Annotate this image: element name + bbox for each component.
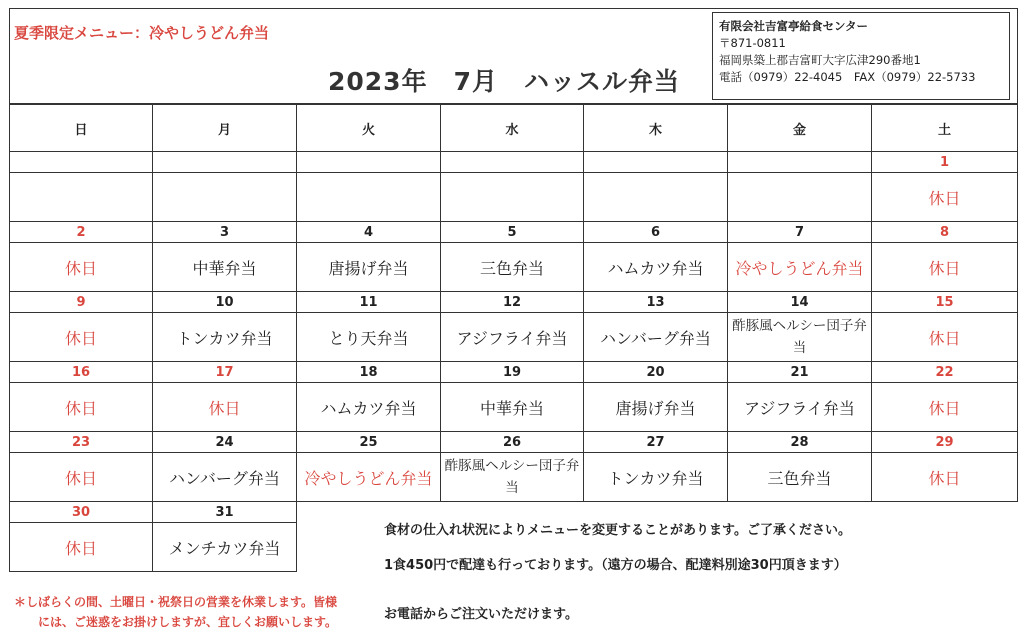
weekday-header: 土 xyxy=(872,105,1018,152)
menu-cell: ハンバーグ弁当 xyxy=(584,313,728,362)
date-cell: 22 xyxy=(872,362,1018,383)
date-cell xyxy=(10,152,153,173)
date-cell: 26 xyxy=(441,432,584,453)
company-name: 有限会社吉富亭給食センター xyxy=(719,19,869,33)
note-delivery: 1食450円で配達も行っております。（遠方の場合、配達料別途30円頂きます） xyxy=(384,558,847,573)
note-menu-change: 食材の仕入れ状況によりメニューを変更することがあります。ご了承ください。 xyxy=(384,523,851,538)
menu-cell: 休日 xyxy=(153,383,297,432)
menu-cell: ハムカツ弁当 xyxy=(297,383,441,432)
date-cell: 21 xyxy=(728,362,872,383)
menu-cell: 唐揚げ弁当 xyxy=(584,383,728,432)
date-cell: 16 xyxy=(10,362,153,383)
menu-row xyxy=(10,173,1018,222)
menu-row xyxy=(10,313,1018,362)
date-cell: 30 xyxy=(10,502,153,523)
weekday-header: 日 xyxy=(10,105,153,152)
date-cell xyxy=(872,502,1018,523)
date-cell: 14 xyxy=(728,292,872,313)
footnote-line: には、ご迷惑をお掛けしますが、宜しくお願いします。 xyxy=(38,615,338,629)
page-title: 2023年 7月 ハッスル弁当 xyxy=(328,67,680,96)
weekday-header: 月 xyxy=(153,105,297,152)
menu-cell: 三色弁当 xyxy=(728,453,872,502)
menu-cell: 休日 xyxy=(872,313,1018,362)
menu-cell: 休日 xyxy=(10,243,153,292)
menu-cell: 酢豚風ヘルシー団子弁当 xyxy=(728,313,872,362)
company-phone: 電話（0979）22-4045 FAX（0979）22-5733 xyxy=(719,70,976,84)
menu-cell xyxy=(153,173,297,222)
company-address: 福岡県築上郡吉富町大字広津290番地1 xyxy=(719,53,921,67)
menu-cell: 休日 xyxy=(10,383,153,432)
date-row xyxy=(10,222,1018,243)
date-row xyxy=(10,152,1018,173)
date-cell: 6 xyxy=(584,222,728,243)
date-cell: 13 xyxy=(584,292,728,313)
menu-cell: アジフライ弁当 xyxy=(441,313,584,362)
date-row xyxy=(10,432,1018,453)
menu-cell xyxy=(728,173,872,222)
menu-cell: 三色弁当 xyxy=(441,243,584,292)
menu-cell: 休日 xyxy=(10,313,153,362)
menu-cell: 酢豚風ヘルシー団子弁当 xyxy=(441,453,584,502)
date-cell: 4 xyxy=(297,222,441,243)
menu-cell: とり天弁当 xyxy=(297,313,441,362)
date-cell: 10 xyxy=(153,292,297,313)
menu-calendar xyxy=(9,104,1018,572)
menu-cell: 唐揚げ弁当 xyxy=(297,243,441,292)
date-cell: 11 xyxy=(297,292,441,313)
date-cell: 3 xyxy=(153,222,297,243)
menu-cell: 休日 xyxy=(10,523,153,572)
date-row xyxy=(10,292,1018,313)
summer-promo: 夏季限定メニュー：冷やしうどん弁当 xyxy=(14,24,270,42)
date-cell: 31 xyxy=(153,502,297,523)
date-cell xyxy=(153,152,297,173)
date-cell xyxy=(441,152,584,173)
date-cell: 20 xyxy=(584,362,728,383)
date-cell: 8 xyxy=(872,222,1018,243)
company-postal: 〒871-0811 xyxy=(719,36,786,50)
date-cell: 9 xyxy=(10,292,153,313)
menu-cell: 冷やしうどん弁当 xyxy=(728,243,872,292)
closure-footnote xyxy=(14,592,337,632)
menu-cell: 中華弁当 xyxy=(441,383,584,432)
date-cell xyxy=(584,152,728,173)
note-phone-order: お電話からご注文いただけます。 xyxy=(384,607,578,622)
weekday-header: 火 xyxy=(297,105,441,152)
menu-cell: 休日 xyxy=(10,453,153,502)
menu-cell: 休日 xyxy=(872,383,1018,432)
date-cell: 29 xyxy=(872,432,1018,453)
date-cell xyxy=(728,152,872,173)
menu-row xyxy=(10,243,1018,292)
menu-row xyxy=(10,453,1018,502)
weekday-header: 木 xyxy=(584,105,728,152)
menu-cell: 休日 xyxy=(872,173,1018,222)
menu-cell xyxy=(10,173,153,222)
date-cell: 1 xyxy=(872,152,1018,173)
menu-cell: 休日 xyxy=(872,453,1018,502)
date-cell: 15 xyxy=(872,292,1018,313)
date-cell: 25 xyxy=(297,432,441,453)
menu-cell: ハンバーグ弁当 xyxy=(153,453,297,502)
date-cell: 19 xyxy=(441,362,584,383)
date-cell: 24 xyxy=(153,432,297,453)
menu-cell xyxy=(441,173,584,222)
date-cell: 18 xyxy=(297,362,441,383)
date-cell: 28 xyxy=(728,432,872,453)
menu-cell: トンカツ弁当 xyxy=(153,313,297,362)
date-cell: 27 xyxy=(584,432,728,453)
date-cell: 17 xyxy=(153,362,297,383)
menu-cell xyxy=(872,523,1018,572)
date-cell: 23 xyxy=(10,432,153,453)
menu-cell: 休日 xyxy=(872,243,1018,292)
date-cell: 2 xyxy=(10,222,153,243)
menu-row xyxy=(10,383,1018,432)
weekday-header: 水 xyxy=(441,105,584,152)
date-cell: 5 xyxy=(441,222,584,243)
menu-cell: メンチカツ弁当 xyxy=(153,523,297,572)
weekday-header: 金 xyxy=(728,105,872,152)
menu-cell xyxy=(297,173,441,222)
menu-cell: アジフライ弁当 xyxy=(728,383,872,432)
date-cell: 7 xyxy=(728,222,872,243)
menu-cell: トンカツ弁当 xyxy=(584,453,728,502)
footnote-line: ＊しばらくの間、土曜日・祝祭日の営業を休業します。皆様 xyxy=(14,595,338,609)
menu-cell xyxy=(584,173,728,222)
weekday-header-row xyxy=(10,105,1018,152)
date-cell xyxy=(297,152,441,173)
company-info-box xyxy=(712,12,1010,100)
date-cell: 12 xyxy=(441,292,584,313)
date-row xyxy=(10,362,1018,383)
menu-cell: 冷やしうどん弁当 xyxy=(297,453,441,502)
menu-cell: 中華弁当 xyxy=(153,243,297,292)
menu-cell: ハムカツ弁当 xyxy=(584,243,728,292)
